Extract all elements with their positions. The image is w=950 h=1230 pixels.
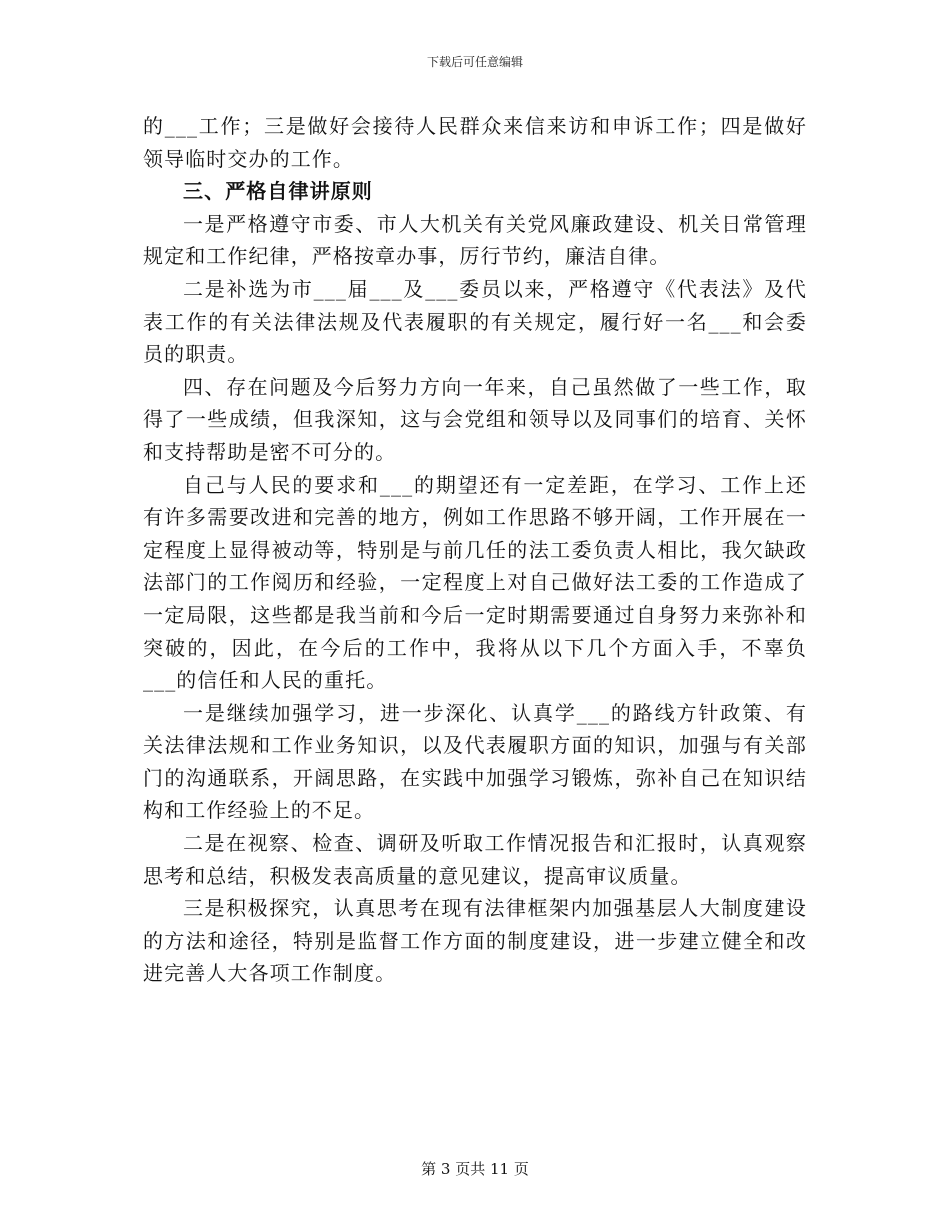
paragraph: 二是在视察、检查、调研及听取工作情况报告和汇报时，认真观察思考和总结，积极发表高质量的意见建议，提高审议质量。 (143, 831, 807, 888)
page-header: 下载后可任意编辑 (426, 55, 523, 69)
document-body (143, 110, 807, 990)
paragraph: 自己与人民的要求和___的期望还有一定差距，在学习、工作上还有许多需要改进和完善的地方，例如工作思路不够开阔，工作开展在一定程度上显得被动等，特别是与前几任的法工委负责人相比，我欠缺政法部门的工作阅历和经验，一定程度上对自己做好法工委的工作造成了一定局限，这些都是我当前和今后一定时期需要通过自身努力来弥补和突破的，因此，在今后的工作中，我将从以下几个方面入手，不辜负___的信任和人民的重托。 (143, 472, 807, 693)
paragraph: 三是积极探究，认真思考在现有法律框架内加强基层人大制度建设的方法和途径，特别是监督工作方面的制度建设，进一步建立健全和改进完善人大各项工作制度。 (143, 896, 807, 986)
paragraph: 四、存在问题及今后努力方向一年来，自己虽然做了一些工作，取得了一些成绩，但我深知，这与会党组和领导以及同事们的培育、关怀和支持帮助是密不可分的。 (143, 374, 807, 464)
paragraph: 一是继续加强学习，进一步深化、认真学___的路线方针政策、有关法律法规和工作业务知识，以及代表履职方面的知识，加强与有关部门的沟通联系，开阔思路，在实践中加强学习锻炼，弥补自己在知识结构和工作经验上的不足。 (143, 700, 807, 823)
paragraph-continuation: 的___工作；三是做好会接待人民群众来信来访和申诉工作；四是做好领导临时交办的工作。 (143, 114, 807, 171)
page-number: 第 3 页共 11 页 (421, 1160, 529, 1178)
paragraph: 一是严格遵守市委、市人大机关有关党风廉政建设、机关日常管理规定和工作纪律，严格按章办事，厉行节约，廉洁自律。 (143, 211, 807, 269)
section-heading: 三、严格自律讲原则 (183, 179, 373, 204)
paragraph: 二是补选为市___届___及___委员以来，严格遵守《代表法》及代表工作的有关法律法规及代表履职的有关规定，履行好一名___和会委员的职责。 (143, 276, 807, 367)
